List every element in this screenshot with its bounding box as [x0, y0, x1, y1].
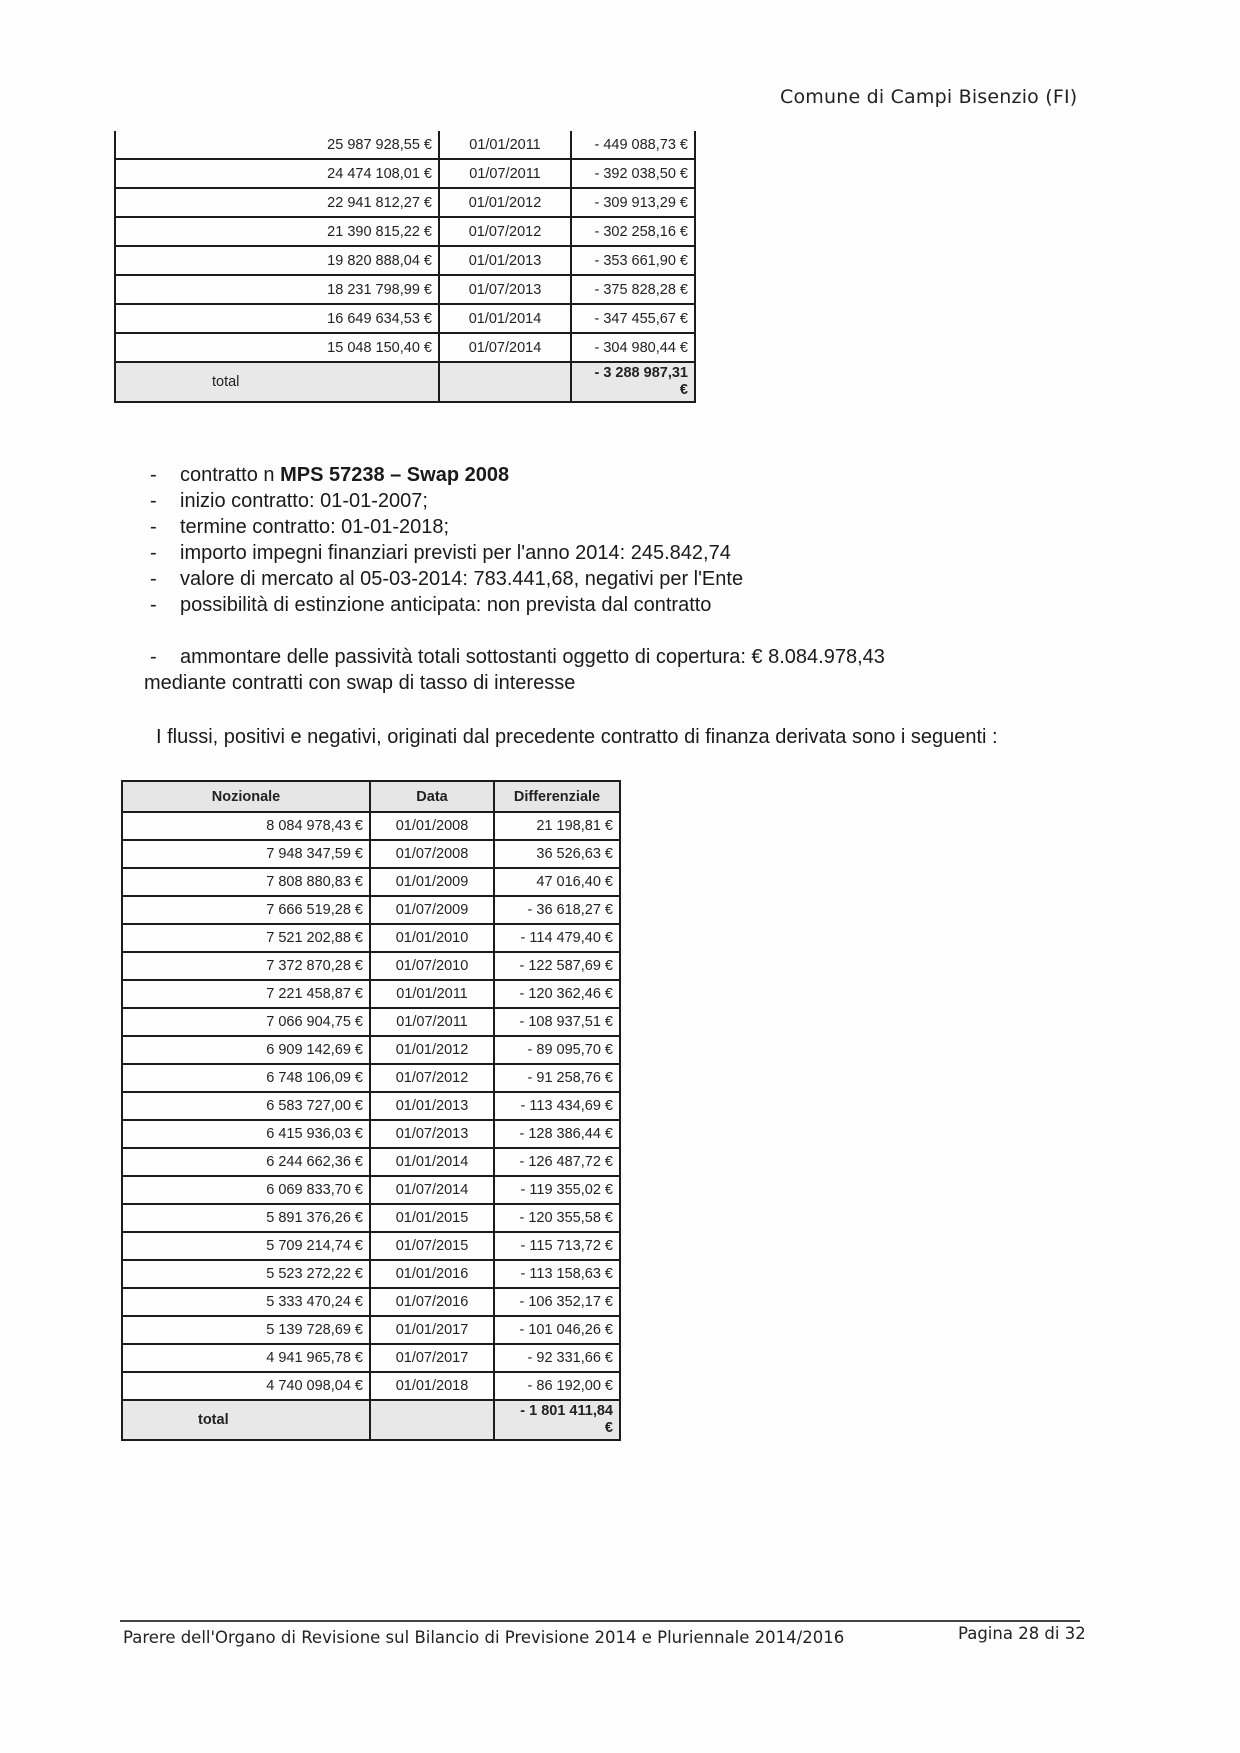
cell-differenziale: - 92 331,66 € — [494, 1344, 620, 1372]
page-header-organization: Comune di Campi Bisenzio (FI) — [780, 86, 1078, 108]
table-row — [122, 1176, 620, 1204]
cell-differenziale: - 449 088,73 € — [571, 131, 695, 159]
cell-differenziale: - 91 258,76 € — [494, 1064, 620, 1092]
cell-differenziale: - 114 479,40 € — [494, 924, 620, 952]
footer-divider — [120, 1620, 1080, 1622]
table-row — [122, 840, 620, 868]
cell-nozionale: 7 808 880,83 € — [122, 868, 370, 896]
cell-nozionale: 6 244 662,36 € — [122, 1148, 370, 1176]
table-row — [115, 333, 695, 362]
cell-data: 01/01/2012 — [439, 188, 571, 217]
table-row — [115, 275, 695, 304]
cell-nozionale: 5 523 272,22 € — [122, 1260, 370, 1288]
cell-data: 01/07/2011 — [370, 1008, 494, 1036]
table-header-row — [122, 781, 620, 812]
cell-data: 01/07/2010 — [370, 952, 494, 980]
financial-commitments-item: - importo impegni finanziari previsti per l'anno 2014: 245.842,74 — [150, 542, 731, 564]
cell-differenziale: - 108 937,51 € — [494, 1008, 620, 1036]
table-row — [122, 1008, 620, 1036]
cell-data: 01/07/2013 — [370, 1120, 494, 1148]
cell-nozionale: 16 649 634,53 € — [115, 304, 439, 333]
table-total-row — [122, 1400, 620, 1440]
cell-data: 01/07/2017 — [370, 1344, 494, 1372]
table-row — [122, 812, 620, 840]
cell-nozionale: 4 740 098,04 € — [122, 1372, 370, 1400]
cell-differenziale: 36 526,63 € — [494, 840, 620, 868]
cell-data: 01/07/2012 — [439, 217, 571, 246]
cell-nozionale: 7 521 202,88 € — [122, 924, 370, 952]
cell-data: 01/01/2017 — [370, 1316, 494, 1344]
cell-data: 01/07/2008 — [370, 840, 494, 868]
table-row — [122, 980, 620, 1008]
cell-nozionale: 5 333 470,24 € — [122, 1288, 370, 1316]
table-row — [122, 1064, 620, 1092]
cell-data: 01/01/2011 — [370, 980, 494, 1008]
cell-differenziale: 21 198,81 € — [494, 812, 620, 840]
cell-data: 01/07/2011 — [439, 159, 571, 188]
cell-differenziale: - 120 362,46 € — [494, 980, 620, 1008]
swap-flows-table-continued — [114, 131, 696, 403]
cell-data: 01/01/2009 — [370, 868, 494, 896]
table-row — [122, 952, 620, 980]
cell-differenziale: - 353 661,90 € — [571, 246, 695, 275]
cell-nozionale: 21 390 815,22 € — [115, 217, 439, 246]
table-row — [115, 159, 695, 188]
column-header-data: Data — [370, 781, 494, 812]
cell-nozionale: 6 069 833,70 € — [122, 1176, 370, 1204]
cell-data: 01/01/2014 — [370, 1148, 494, 1176]
table-row — [115, 304, 695, 333]
swap-2008-flows-table — [121, 780, 621, 1441]
cell-data: 01/01/2018 — [370, 1372, 494, 1400]
cell-nozionale: 18 231 798,99 € — [115, 275, 439, 304]
cell-differenziale: - 106 352,17 € — [494, 1288, 620, 1316]
table-row — [122, 1288, 620, 1316]
cell-data: 01/07/2012 — [370, 1064, 494, 1092]
cell-data: 01/01/2008 — [370, 812, 494, 840]
liabilities-total-item: - ammontare delle passività totali sottostanti oggetto di copertura: € 8.084.978,43 — [150, 646, 885, 668]
total-label: total — [115, 362, 439, 402]
table-row — [122, 1260, 620, 1288]
cell-differenziale: - 86 192,00 € — [494, 1372, 620, 1400]
table-row — [122, 896, 620, 924]
liabilities-total-continuation: mediante contratti con swap di tasso di interesse — [144, 672, 576, 694]
cell-nozionale: 7 666 519,28 € — [122, 896, 370, 924]
table-row — [115, 246, 695, 275]
cell-differenziale: - 304 980,44 € — [571, 333, 695, 362]
cell-differenziale: - 120 355,58 € — [494, 1204, 620, 1232]
cell-data: 01/01/2015 — [370, 1204, 494, 1232]
cell-data: 01/07/2014 — [439, 333, 571, 362]
total-label: total — [122, 1400, 370, 1440]
cell-differenziale: - 302 258,16 € — [571, 217, 695, 246]
cell-nozionale: 7 372 870,28 € — [122, 952, 370, 980]
cell-data: 01/07/2013 — [439, 275, 571, 304]
cell-data: 01/01/2013 — [370, 1092, 494, 1120]
table-row — [122, 1316, 620, 1344]
cell-data: 01/07/2014 — [370, 1176, 494, 1204]
early-termination-item: - possibilità di estinzione anticipata: non prevista dal contratto — [150, 594, 712, 616]
table-row — [122, 1204, 620, 1232]
cell-data: 01/07/2016 — [370, 1288, 494, 1316]
cell-nozionale: 7 066 904,75 € — [122, 1008, 370, 1036]
footer-document-title: Parere dell'Organo di Revisione sul Bilancio di Previsione 2014 e Pluriennale 2014/2016 — [123, 1628, 845, 1647]
cell-nozionale: 15 048 150,40 € — [115, 333, 439, 362]
cell-nozionale: 6 415 936,03 € — [122, 1120, 370, 1148]
cell-nozionale: 8 084 978,43 € — [122, 812, 370, 840]
cell-differenziale: - 115 713,72 € — [494, 1232, 620, 1260]
contract-start-item: - inizio contratto: 01-01-2007; — [150, 490, 428, 512]
cell-nozionale: 6 748 106,09 € — [122, 1064, 370, 1092]
cell-differenziale: - 113 434,69 € — [494, 1092, 620, 1120]
table-row — [122, 1092, 620, 1120]
cell-nozionale: 4 941 965,78 € — [122, 1344, 370, 1372]
cell-nozionale: 22 941 812,27 € — [115, 188, 439, 217]
market-value-item: - valore di mercato al 05-03-2014: 783.441,68, negativi per l'Ente — [150, 568, 744, 590]
cell-nozionale: 7 221 458,87 € — [122, 980, 370, 1008]
cell-nozionale: 6 909 142,69 € — [122, 1036, 370, 1064]
contract-number-item: - contratto n MPS 57238 – Swap 2008 — [150, 464, 510, 486]
cell-data: 01/01/2012 — [370, 1036, 494, 1064]
table-row — [122, 1232, 620, 1260]
table-total-row — [115, 362, 695, 402]
cell-nozionale: 7 948 347,59 € — [122, 840, 370, 868]
footer-page-number: Pagina 28 di 32 — [958, 1624, 1086, 1643]
cell-differenziale: 47 016,40 € — [494, 868, 620, 896]
cell-data: 01/01/2013 — [439, 246, 571, 275]
flows-intro-paragraph: I flussi, positivi e negativi, originati dal precedente contratto di finanza derivata sono i seguenti : — [156, 726, 998, 748]
cell-nozionale: 25 987 928,55 € — [115, 131, 439, 159]
cell-data: 01/01/2014 — [439, 304, 571, 333]
contract-details-list — [144, 462, 885, 696]
total-value: - 1 801 411,84 € — [494, 1400, 620, 1440]
column-header-nozionale: Nozionale — [122, 781, 370, 812]
table-row — [122, 924, 620, 952]
table-row — [122, 1036, 620, 1064]
cell-nozionale: 19 820 888,04 € — [115, 246, 439, 275]
cell-differenziale: - 113 158,63 € — [494, 1260, 620, 1288]
cell-nozionale: 6 583 727,00 € — [122, 1092, 370, 1120]
table-row — [122, 1148, 620, 1176]
cell-differenziale: - 36 618,27 € — [494, 896, 620, 924]
cell-nozionale: 5 709 214,74 € — [122, 1232, 370, 1260]
cell-differenziale: - 392 038,50 € — [571, 159, 695, 188]
cell-nozionale: 24 474 108,01 € — [115, 159, 439, 188]
cell-differenziale: - 375 828,28 € — [571, 275, 695, 304]
cell-nozionale: 5 891 376,26 € — [122, 1204, 370, 1232]
table-row — [115, 188, 695, 217]
total-empty-cell — [439, 362, 571, 402]
total-value: - 3 288 987,31 € — [571, 362, 695, 402]
cell-differenziale: - 101 046,26 € — [494, 1316, 620, 1344]
contract-id: MPS 57238 – Swap 2008 — [280, 464, 510, 486]
column-header-differenziale: Differenziale — [494, 781, 620, 812]
cell-differenziale: - 89 095,70 € — [494, 1036, 620, 1064]
table-row — [122, 868, 620, 896]
table-row — [115, 131, 695, 159]
cell-data: 01/01/2011 — [439, 131, 571, 159]
cell-data: 01/07/2009 — [370, 896, 494, 924]
cell-data: 01/01/2010 — [370, 924, 494, 952]
cell-differenziale: - 122 587,69 € — [494, 952, 620, 980]
table-row — [122, 1344, 620, 1372]
cell-data: 01/01/2016 — [370, 1260, 494, 1288]
cell-differenziale: - 119 355,02 € — [494, 1176, 620, 1204]
table-row — [122, 1372, 620, 1400]
table-row — [122, 1120, 620, 1148]
cell-data: 01/07/2015 — [370, 1232, 494, 1260]
total-empty-cell — [370, 1400, 494, 1440]
cell-differenziale: - 128 386,44 € — [494, 1120, 620, 1148]
cell-nozionale: 5 139 728,69 € — [122, 1316, 370, 1344]
table-row — [115, 217, 695, 246]
contract-end-item: - termine contratto: 01-01-2018; — [150, 516, 450, 538]
cell-differenziale: - 309 913,29 € — [571, 188, 695, 217]
cell-differenziale: - 126 487,72 € — [494, 1148, 620, 1176]
cell-differenziale: - 347 455,67 € — [571, 304, 695, 333]
